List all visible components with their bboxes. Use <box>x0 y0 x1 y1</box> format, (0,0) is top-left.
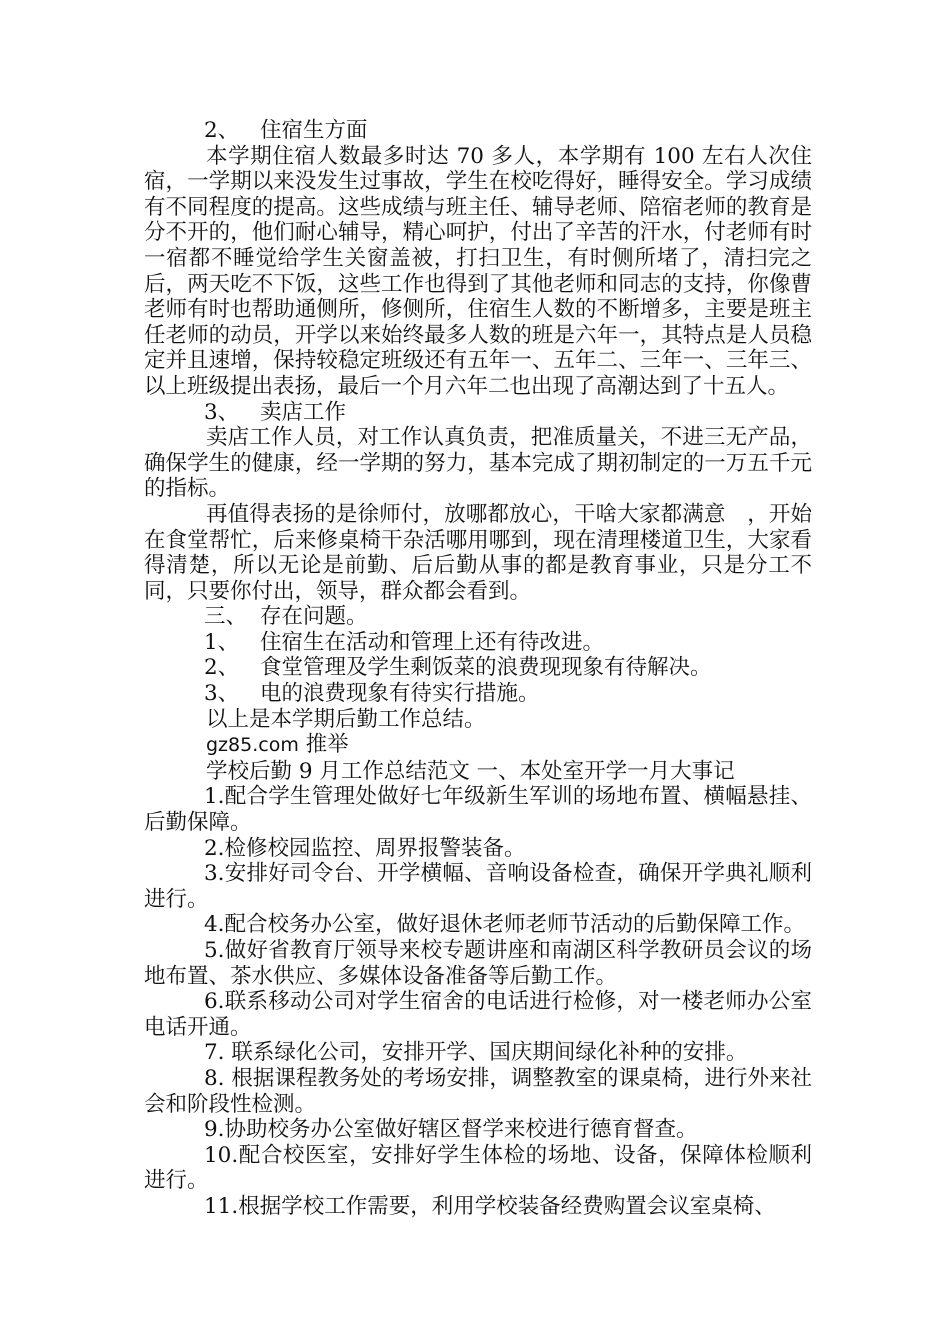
recommend-line <box>144 732 812 759</box>
document-page <box>144 118 812 1220</box>
section-number: 三、 <box>204 604 248 630</box>
section-title: 存在问题。 <box>260 604 368 630</box>
problem-item <box>144 655 812 681</box>
event-item: 11.根据学校工作需要，利用学校装备经费购置会议室桌椅、 <box>204 1193 776 1219</box>
problem-number: 3、 <box>204 681 240 707</box>
paragraph-praise: 再值得表扬的是徐师付，放哪都放心，干啥大家都满意 ，开始在食堂帮忙，后来修桌椅干杂活哪用哪到，现在清理楼道卫生，大家看得清楚，所以无论是前勤、后后勤从事的都是教育事业，只是分工不同，只要你付出，领导，群众都会看到。 <box>144 501 812 604</box>
problem-number: 2、 <box>204 655 240 681</box>
event-item: 10.配合校医室，安排好学生体检的场地、设备，保障体检顺利进行。 <box>144 1142 812 1194</box>
problem-text: 住宿生在活动和管理上还有待改进。 <box>260 629 605 655</box>
event-item: 3.安排好司令台、开学横幅、音响设备检查，确保开学典礼顺利进行。 <box>144 861 812 912</box>
section-title: 住宿生方面 <box>260 118 368 143</box>
section-heading-dormitory <box>144 118 812 144</box>
recommend-label: 推举 <box>298 732 349 758</box>
problem-item <box>144 681 812 707</box>
section-number: 3、 <box>204 399 240 425</box>
paragraph-dormitory: 本学期住宿人数最多时达 70 多人，本学期有 100 左右人次住宿，一学期以来没发生过事故，学生在校吃得好，睡得安全。学习成绩有不同程度的提高。这些成绩与班主任、辅导老师、陪宿老师的教育是分不开的，他们耐心辅导，精心呵护，付出了辛苦的汗水，付老师有时一宿都不睡觉给学生关窗盖被，打扫卫生，有时侧所堵了，清扫完之后，两天吃不下饭，这些工作也得到了其他老师和同志的支持，你像曹老师有时也帮助通侧所，修侧所，住宿生人数的不断增多，主要是班主任老师的动员，开学以来始终最多人数的班是六年一，其特点是人员稳定并且速增，保持较稳定班级还有五年一、五年二、三年一、三年三、以上班级提出表扬，最后一个月六年二也出现了高潮达到了十五人。 <box>144 143 812 399</box>
event-item: 1.配合学生管理处做好七年级新生军训的场地布置、横幅悬挂、后勤保障。 <box>144 784 812 836</box>
event-item: 7. 联系绿化公司，安排开学、国庆期间绿化补种的安排。 <box>204 1040 748 1066</box>
summary-line: 以上是本学期后勤工作总结。 <box>206 706 486 732</box>
section-title: 卖店工作 <box>260 399 347 425</box>
event-item: 5.做好省教育厅领导来校专题讲座和南湖区科学教研员会议的场地布置、茶水供应、多媒体设备准备等后勤工作。 <box>144 938 812 989</box>
event-item: 6.联系移动公司对学生宿舍的电话进行检修，对一楼老师办公室电话开通。 <box>144 989 812 1040</box>
recommend-site: gz85.com <box>206 734 299 757</box>
problem-text: 食堂管理及学生剩饭菜的浪费现现象有待解决。 <box>260 655 712 681</box>
paragraph-shop: 卖店工作人员，对工作认真负责，把准质量关，不进三无产品，确保学生的健康，经一学期的努力，基本完成了期初制定的一万五千元的指标。 <box>144 425 812 502</box>
event-item: 9.协助校务办公室做好辖区督学来校进行德育督查。 <box>204 1117 698 1143</box>
problem-number: 1、 <box>204 629 240 655</box>
problem-text: 电的浪费现象有待实行措施。 <box>260 681 540 707</box>
next-article-title: 学校后勤 9 月工作总结范文 一、本处室开学一月大事记 <box>206 758 735 784</box>
problem-item <box>144 630 812 656</box>
event-item: 4.配合校务办公室，做好退休老师老师节活动的后勤保障工作。 <box>204 912 806 938</box>
section-heading-problems <box>144 604 812 630</box>
event-item: 2.检修校园监控、周界报警装备。 <box>204 835 526 861</box>
section-heading-shop <box>144 400 812 426</box>
event-item: 8. 根据课程教务处的考场安排，调整教室的课桌椅，进行外来社会和阶段性检测。 <box>144 1065 812 1117</box>
section-number: 2、 <box>204 118 240 143</box>
